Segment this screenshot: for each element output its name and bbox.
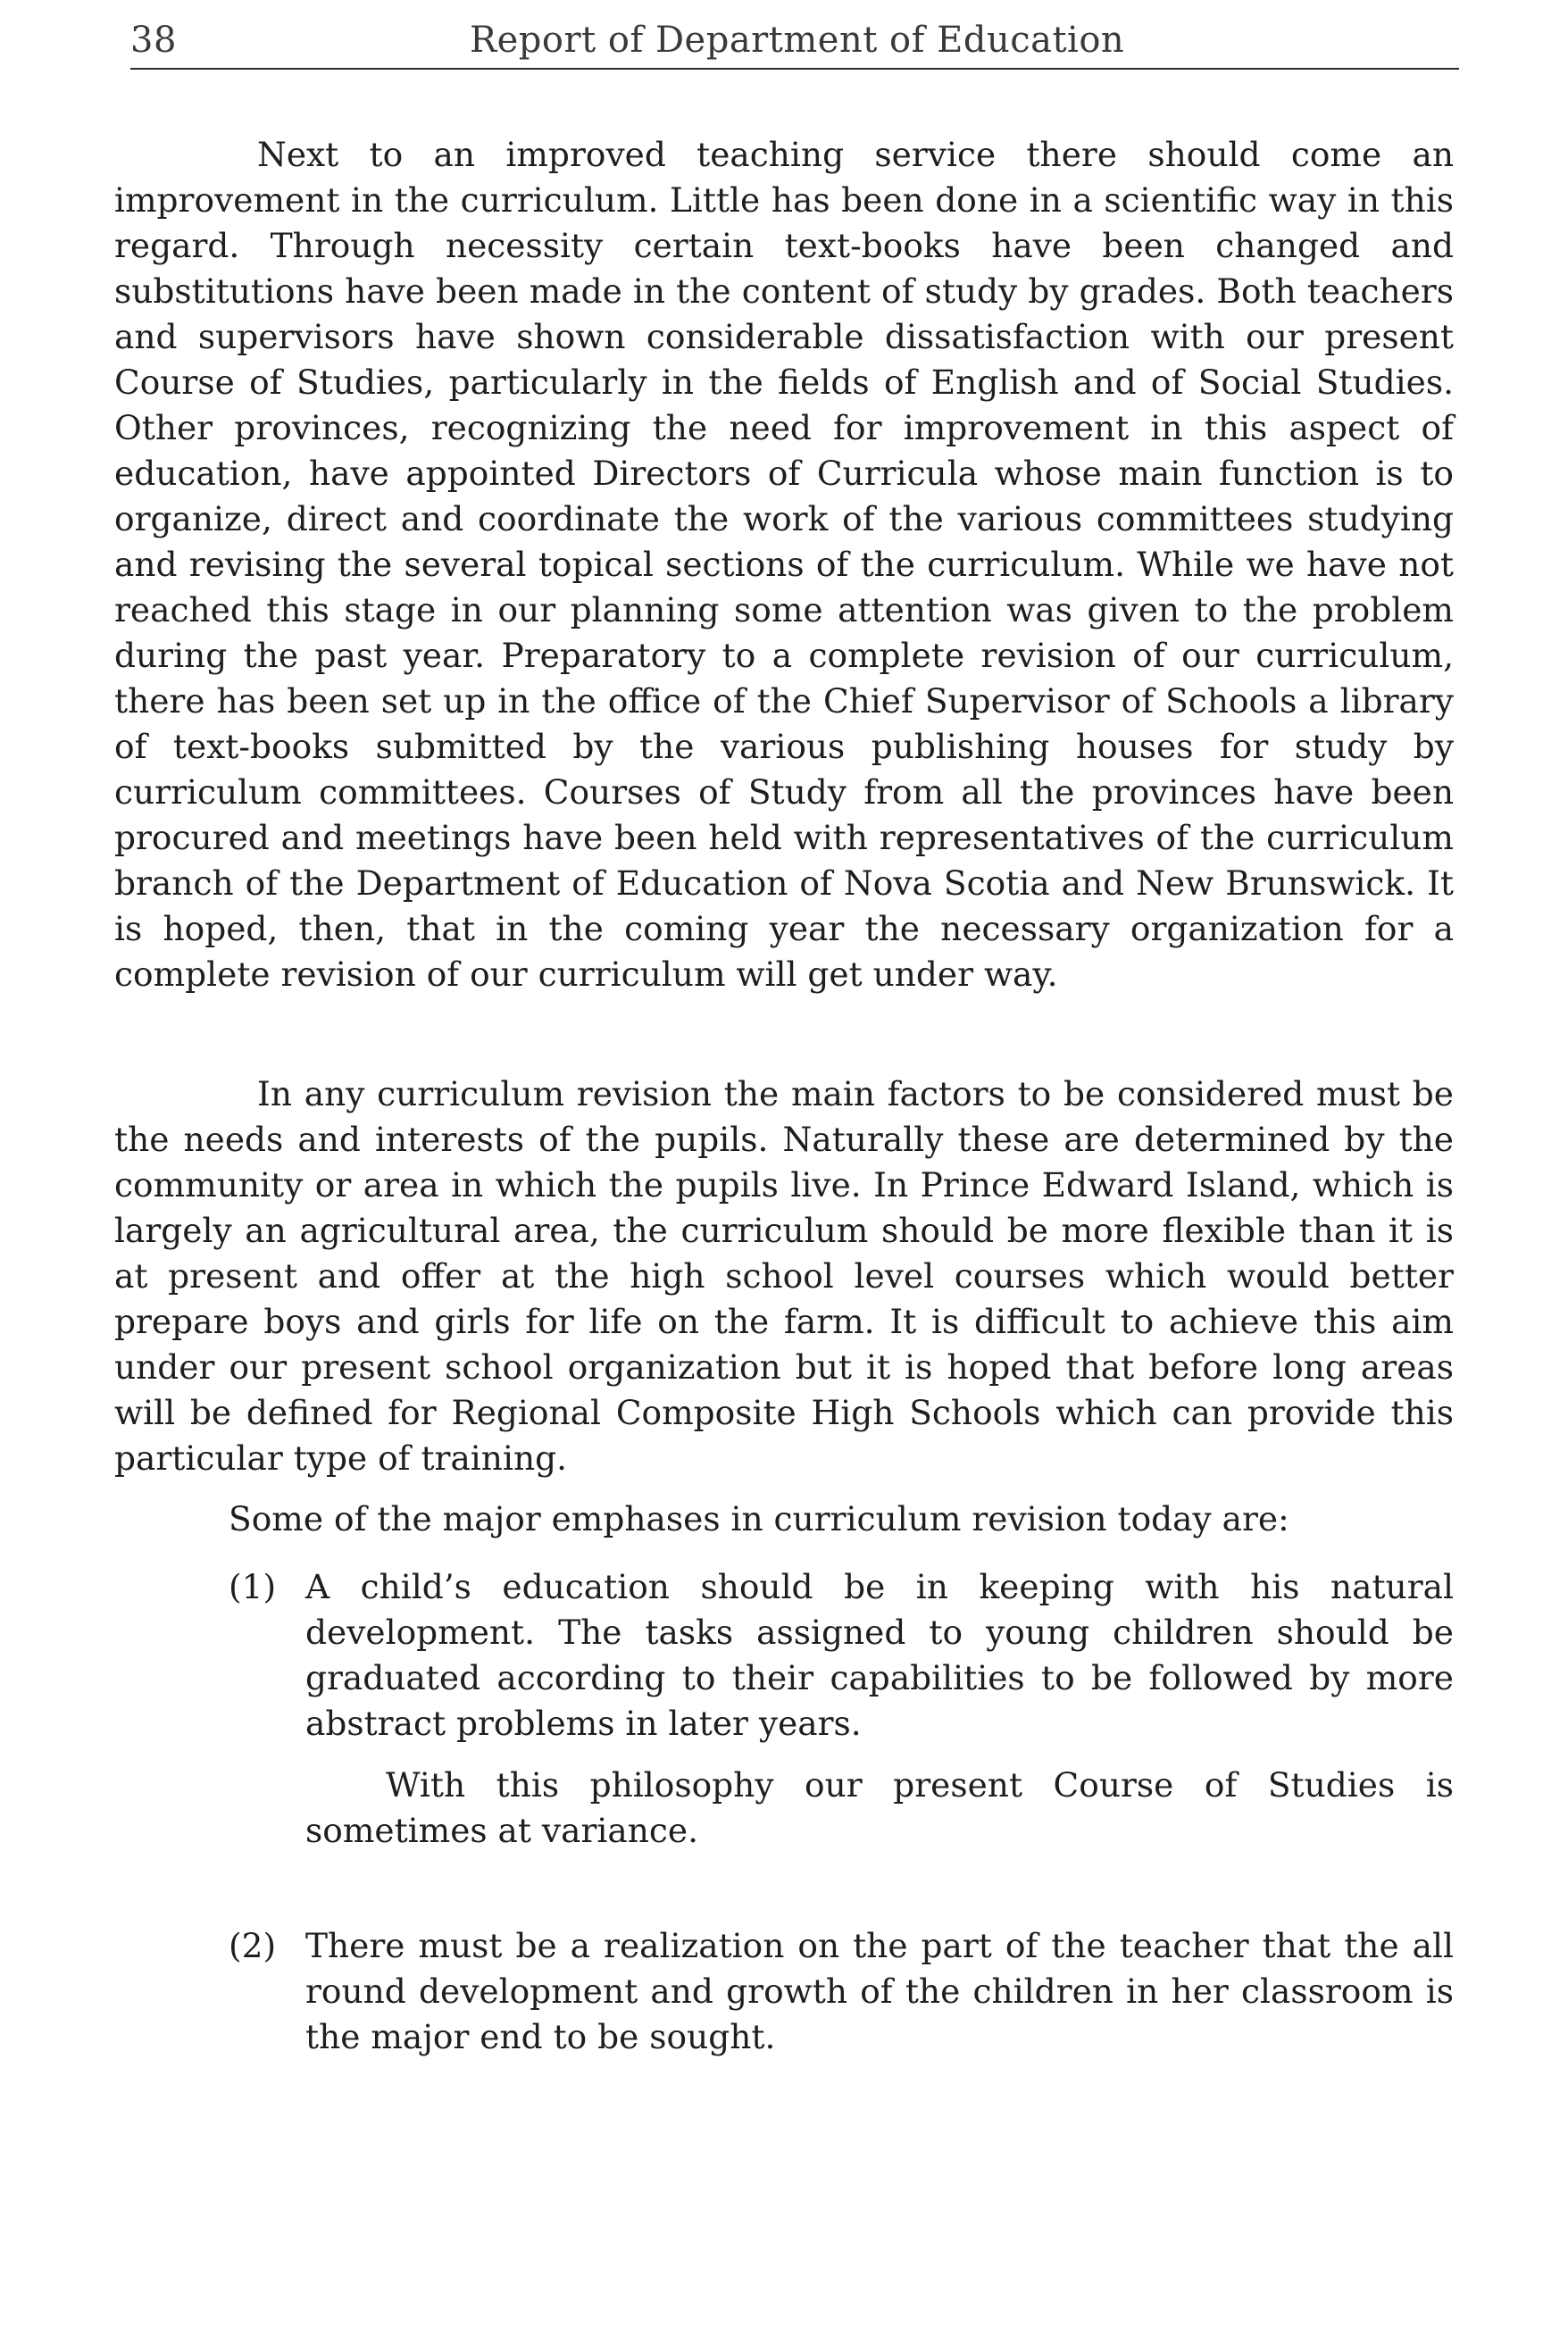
list-item	[114, 1923, 1454, 2060]
list-item-1	[114, 1564, 1454, 1747]
paragraph-major-emphases-intro	[114, 1496, 1454, 1542]
list-item	[114, 1564, 1454, 1747]
paragraph-curriculum-revision-factors	[114, 1071, 1454, 1481]
header-title: Report of Department of Education	[470, 20, 1125, 61]
list-item-note	[305, 1763, 1454, 1854]
running-head	[130, 16, 1459, 70]
paragraph-text: In any curriculum revision the main factors to be considered must be the needs and interests of the pupils. Naturally these are determined by the community or area in which the pupils live. In Prince Edward Island, which is largely an agricultural area, the curriculum should be more flexible than it is at present and offer at the high school level courses which would better prepare boys and girls for life on the farm. It is difficult to achieve this aim under our present school organization but it is hoped that before long areas will be defined for Regional Composite High Schools which can provide this particular type of training.	[114, 1074, 1454, 1478]
list-item-number: (1)	[229, 1567, 277, 1606]
list-item-text: A child’s education should be in keeping with his natural development. The tasks assigned to young children should be graduated according to their capabilities to be followed by more abstract problems in later years.	[305, 1567, 1454, 1743]
list-item-number: (2)	[229, 1926, 277, 1965]
paragraph-text: Next to an improved teaching service there should come an improvement in the curriculum. Little has been done in a scientific way in this regard. Through necessity certain text-books have been changed and substitutions have been made in the content of study by grades. Both teachers and supervisors have shown considerable dissatisfaction with our present Course of Studies, particularly in the fields of English and of Social Studies. Other provinces, recognizing the need for improvement in this aspect of education, have appointed Directors of Curricula whose main function is to organize, direct and coordinate the work of the various committees studying and revising the several topical sections of the curriculum. While we have not reached this stage in our planning some attention was given to the problem during the past year. Preparatory to a complete revision of our curriculum, there has been set up in the office of the Chief Supervisor of Schools a library of text-books submitted by the various publishing houses for study by curriculum committees. Courses of Study from all the provinces have been procured and meetings have been held with representatives of the curriculum branch of the Department of Education of Nova Scotia and New Brunswick. It is hoped, then, that in the coming year the necessary organization for a complete revision of our curriculum will get under way.	[114, 135, 1454, 994]
page-number: 38	[130, 20, 177, 61]
list-note-text: With this philosophy our present Course of Studies is sometimes at variance.	[305, 1765, 1454, 1850]
list-item-2	[114, 1923, 1454, 2060]
paragraph-curriculum-improvement	[114, 132, 1454, 997]
list-item-text: There must be a realization on the part of the teacher that the all round development and growth of the children in her classroom is the major end to be sought.	[305, 1926, 1454, 2056]
paragraph-text: Some of the major emphases in curriculum revision today are:	[229, 1499, 1289, 1538]
